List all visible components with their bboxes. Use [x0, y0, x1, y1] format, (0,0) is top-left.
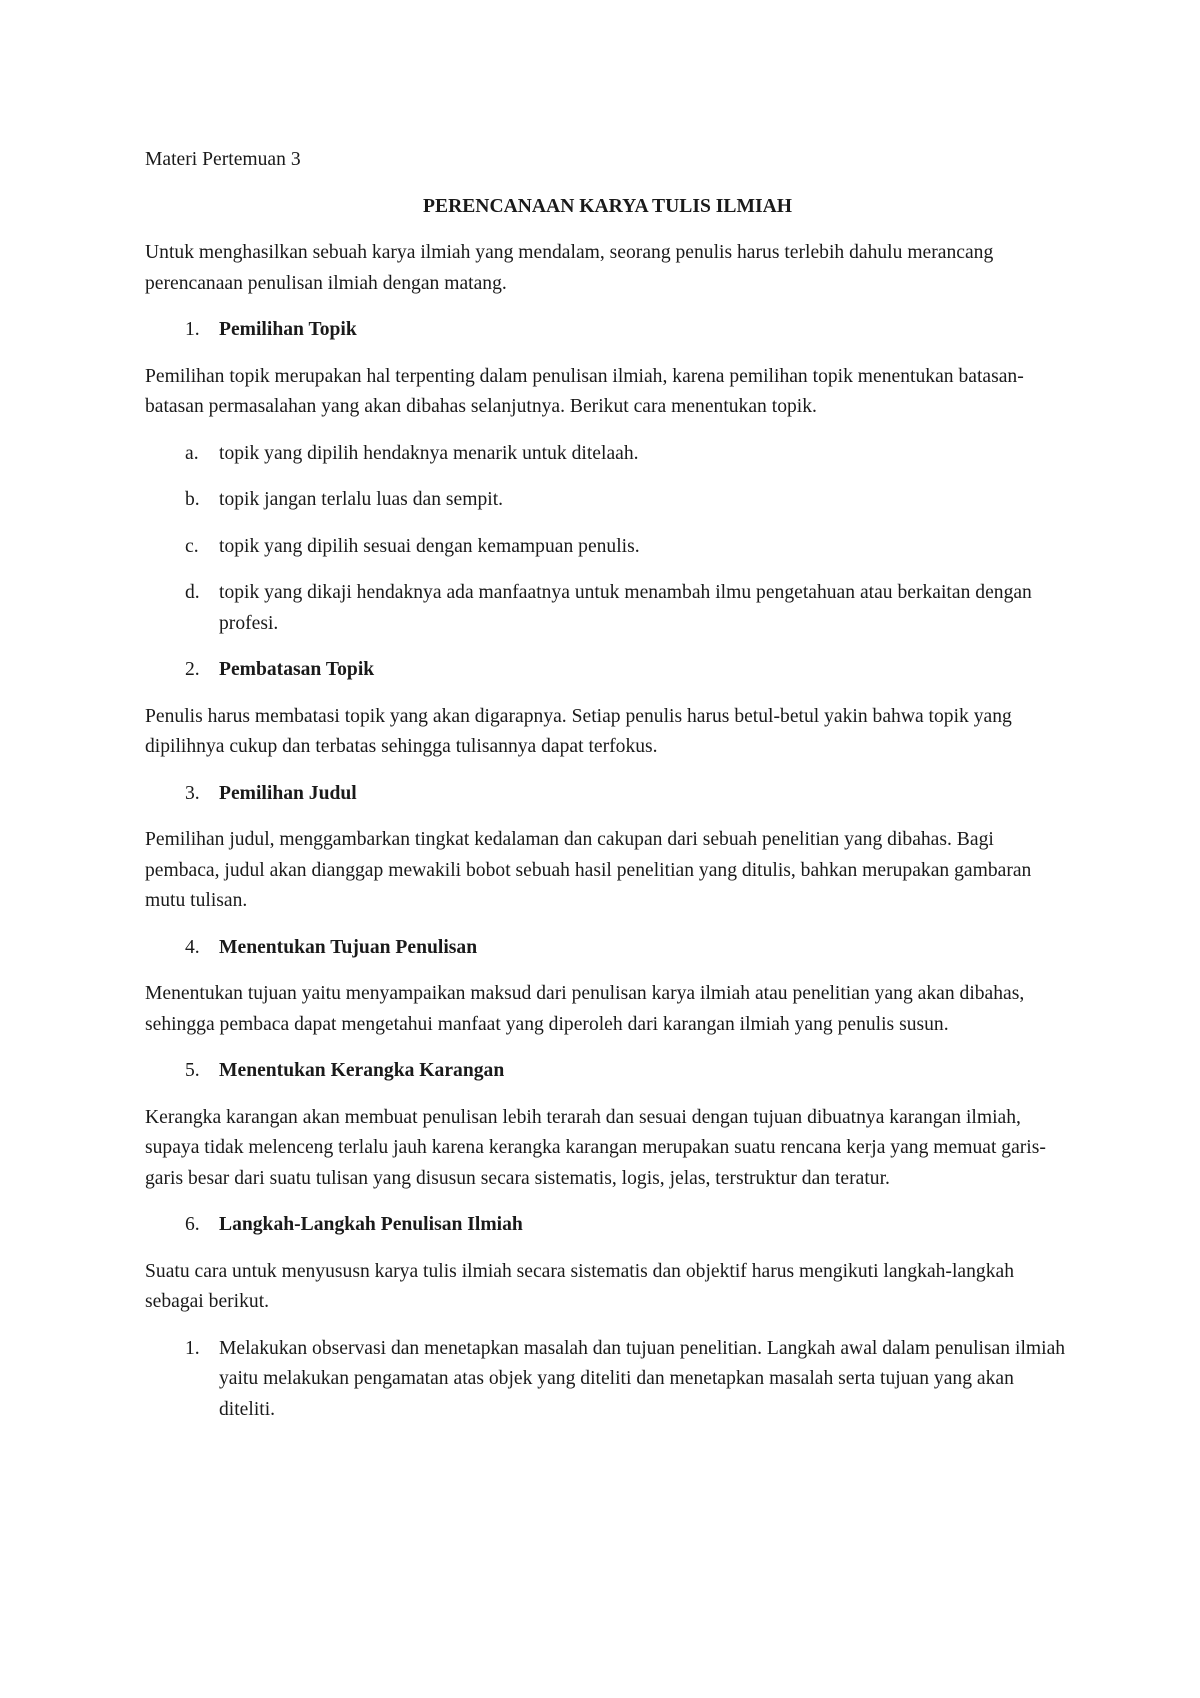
- section-number: 3.: [185, 782, 200, 804]
- list-item: [145, 532, 1070, 563]
- section-paragraph: Penulis harus membatasi topik yang akan digarapnya. Setiap penulis harus betul-betul yakin bahwa topik yang dipilihnya cukup dan terbatas sehingga tulisannya dapat terfokus.: [145, 705, 1012, 757]
- list-item-text: topik yang dipilih sesuai dengan kemampuan penulis.: [219, 535, 640, 557]
- section-number: 1.: [185, 319, 200, 340]
- list-marker: a.: [185, 442, 199, 464]
- list-item: [145, 1334, 1070, 1426]
- document-title: PERENCANAAN KARYA TULIS ILMIAH: [423, 195, 792, 217]
- list-item-text: Melakukan observasi dan menetapkan masalah dan tujuan penelitian. Langkah awal dalam penulisan ilmiah yaitu melakukan pengamatan atas objek yang diteliti dan menetapkan masalah serta tujuan yang akan diteliti.: [219, 1337, 1066, 1420]
- section-heading-langkah-penulisan: [145, 1210, 1070, 1241]
- meeting-label: Materi Pertemuan 3: [145, 149, 301, 170]
- section-title: Langkah-Langkah Penulisan Ilmiah: [219, 1214, 523, 1235]
- section-heading-pembatasan-topik: [145, 655, 1070, 686]
- list-item: [145, 485, 1070, 516]
- section-title: Menentukan Tujuan Penulisan: [219, 936, 478, 958]
- section-number: 2.: [185, 659, 200, 680]
- intro-paragraph: Untuk menghasilkan sebuah karya ilmiah yang mendalam, seorang penulis harus terlebih dahulu merancang perencanaan penulisan ilmiah dengan matang.: [145, 242, 994, 294]
- section-paragraph: Pemilihan topik merupakan hal terpenting dalam penulisan ilmiah, karena pemilihan topik menentukan batasan-batasan permasalahan yang akan dibahas selanjutnya. Berikut cara menentukan topik.: [145, 365, 1024, 417]
- section-title: Pemilihan Judul: [219, 782, 357, 804]
- list-item: [145, 439, 1070, 470]
- list-marker: c.: [185, 535, 199, 557]
- section-heading-pemilihan-topik: [145, 315, 1070, 346]
- list-marker: b.: [185, 489, 200, 510]
- section-title: Pemilihan Topik: [219, 319, 357, 340]
- section-paragraph: Pemilihan judul, menggambarkan tingkat kedalaman dan cakupan dari sebuah penelitian yang dibahas. Bagi pembaca, judul akan dianggap mewakili bobot sebuah hasil penelitian yang ditulis, bahkan merupakan gambaran mutu tulisan.: [145, 829, 1032, 911]
- section-heading-tujuan-penulisan: [145, 933, 1070, 964]
- list-item: [145, 578, 1070, 639]
- document-content: [145, 145, 1070, 1441]
- section-title: Pembatasan Topik: [219, 659, 375, 680]
- list-item-text: topik yang dipilih hendaknya menarik untuk ditelaah.: [219, 442, 639, 464]
- list-item-text: topik yang dikaji hendaknya ada manfaatnya untuk menambah ilmu pengetahuan atau berkaitan dengan profesi.: [219, 582, 1032, 634]
- section-number: 6.: [185, 1214, 200, 1235]
- section-number: 5.: [185, 1060, 200, 1081]
- section-paragraph: Suatu cara untuk menyususn karya tulis ilmiah secara sistematis dan objektif harus mengikuti langkah-langkah sebagai berikut.: [145, 1260, 1014, 1312]
- list-marker: 1.: [185, 1337, 200, 1359]
- section-number: 4.: [185, 936, 200, 958]
- section-paragraph: Menentukan tujuan yaitu menyampaikan maksud dari penulisan karya ilmiah atau penelitian yang akan dibahas, sehingga pembaca dapat mengetahui manfaat yang diperoleh dari karangan ilmiah yang penulis susun.: [145, 983, 1025, 1035]
- section-title: Menentukan Kerangka Karangan: [219, 1060, 505, 1081]
- list-marker: d.: [185, 582, 200, 603]
- section-heading-kerangka-karangan: [145, 1056, 1070, 1087]
- section-heading-pemilihan-judul: [145, 779, 1070, 810]
- list-item-text: topik jangan terlalu luas dan sempit.: [219, 489, 504, 510]
- section-paragraph: Kerangka karangan akan membuat penulisan lebih terarah dan sesuai dengan tujuan dibuatnya karangan ilmiah, supaya tidak melenceng terlalu jauh karena kerangka karangan merupakan suatu rencana kerja yang memuat garis-garis besar dari suatu tulisan yang disusun secara sistematis, logis, jelas, terstruktur dan teratur.: [145, 1106, 1046, 1189]
